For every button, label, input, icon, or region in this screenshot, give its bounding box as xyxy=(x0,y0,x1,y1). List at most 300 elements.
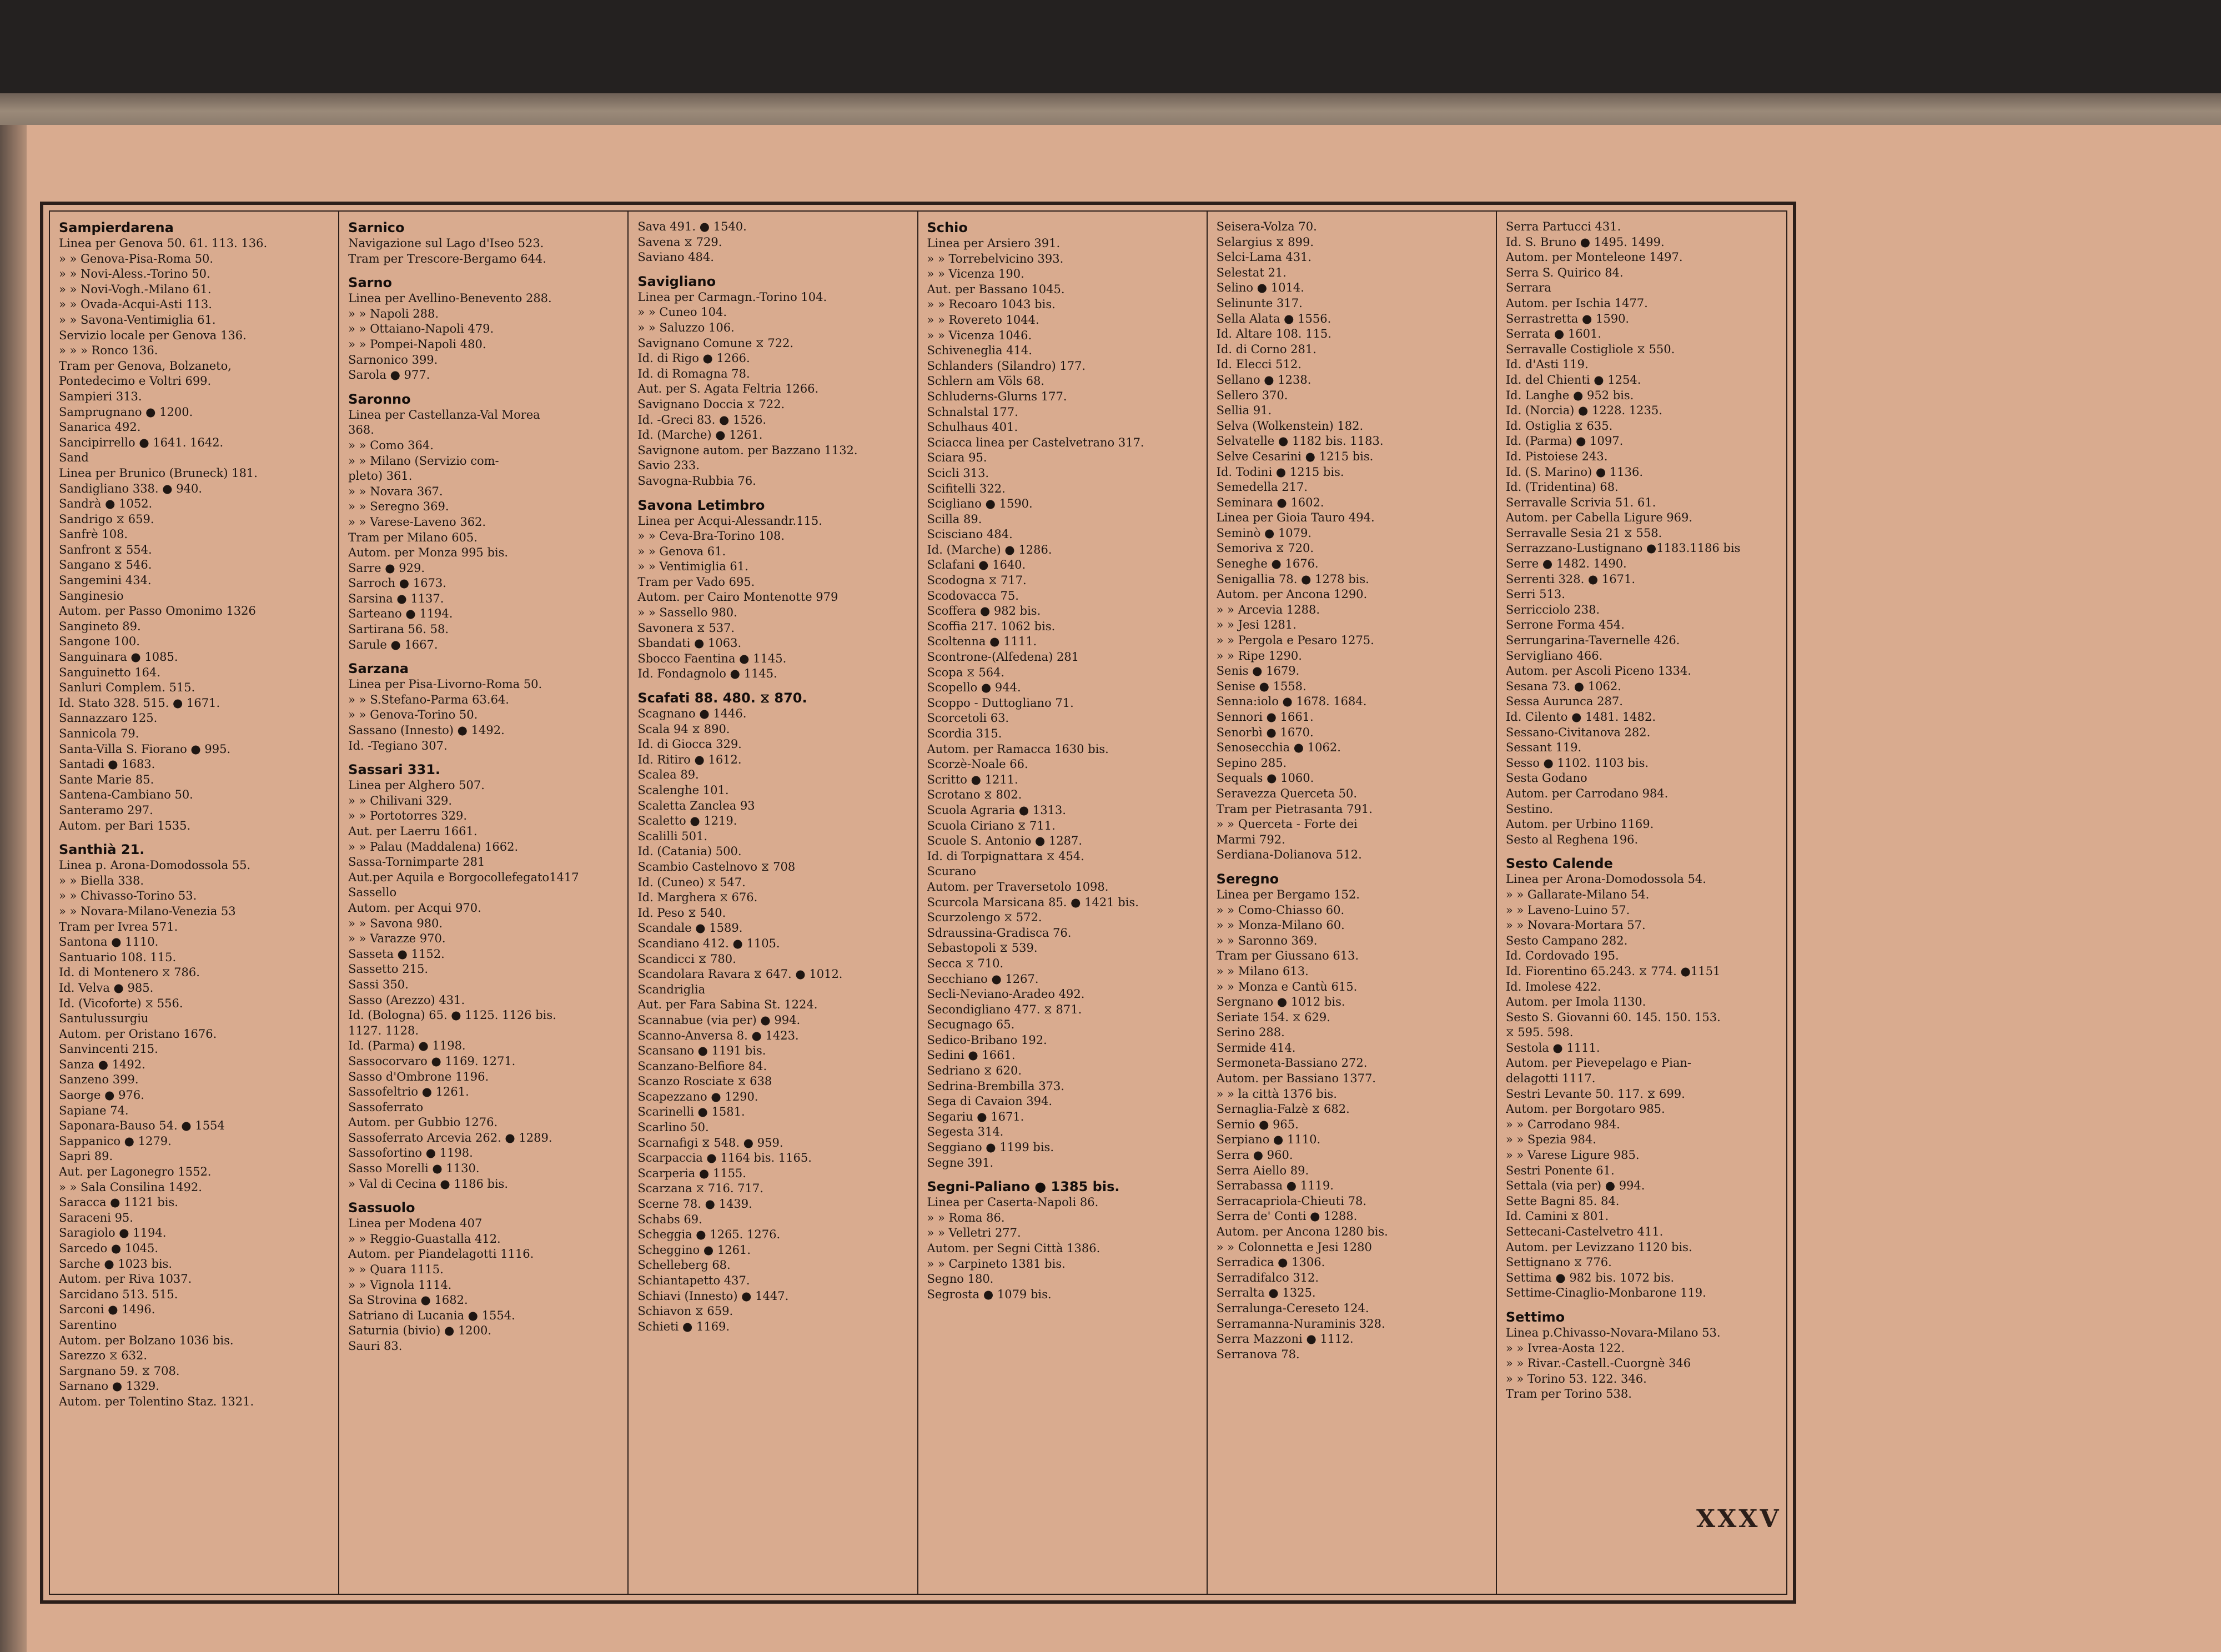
index-entry: Schiantapetto 437. xyxy=(637,1274,750,1287)
index-entry: » » Carpineto 1381 bis. xyxy=(927,1257,1066,1271)
index-entry: Sedico-Bribano 192. xyxy=(927,1033,1047,1047)
index-entry: Scanno-Anversa 8. ● 1423. xyxy=(637,1028,799,1042)
index-column xyxy=(918,212,1208,1594)
index-entry: » » Novara-Mortara 57. xyxy=(1505,918,1646,932)
index-entry: Sbocco Faentina ● 1145. xyxy=(637,651,787,665)
index-entry: » » Varese Ligure 985. xyxy=(1505,1148,1640,1162)
index-entry: Scrotano ⧖ 802. xyxy=(927,788,1022,802)
index-entry: Serra S. Quirico 84. xyxy=(1505,265,1624,279)
index-entry: delagotti 1117. xyxy=(1505,1072,1596,1086)
index-entry: Linea per Acqui-Alessandr.115. xyxy=(637,514,822,528)
index-entry: Id. Pistoiese 243. xyxy=(1505,449,1608,463)
index-entry: Scaletto ● 1219. xyxy=(637,814,737,828)
index-entry: Scarnafigi ⧖ 548. ● 959. xyxy=(637,1136,783,1149)
index-entry: Sbandati ● 1063. xyxy=(637,636,742,650)
index-entry: Saragiolo ● 1194. xyxy=(59,1226,167,1240)
index-entry: Saviano 484. xyxy=(637,250,714,264)
station-heading: Schio xyxy=(927,220,968,235)
page-number: XXXV xyxy=(1696,1505,1781,1533)
index-entry: Serranova 78. xyxy=(1216,1347,1300,1361)
index-entry: Sarroch ● 1673. xyxy=(348,576,446,590)
index-entry: Sanluri Complem. 515. xyxy=(59,681,195,695)
index-entry: Scodovacca 75. xyxy=(927,589,1019,602)
index-entry: Id. (Cuneo) ⧖ 547. xyxy=(637,875,746,889)
index-entry: Senosecchia ● 1062. xyxy=(1216,741,1341,755)
index-entry: » » Chivasso-Torino 53. xyxy=(59,889,197,903)
index-entry: Autom. per Urbino 1169. xyxy=(1505,817,1654,831)
index-entry: Selvatelle ● 1182 bis. 1183. xyxy=(1216,434,1384,448)
index-entry: » » Ivrea-Aosta 122. xyxy=(1505,1341,1625,1355)
index-entry: » » Saluzzo 106. xyxy=(637,320,735,334)
index-entry: Sangineto 89. xyxy=(59,619,141,633)
index-entry: Scalilli 501. xyxy=(637,829,708,843)
index-entry: Scontrone-(Alfedena) 281 xyxy=(927,650,1079,664)
index-entry: Id. -Tegiano 307. xyxy=(348,739,448,752)
index-entry: Sancipirrello ● 1641. 1642. xyxy=(59,435,224,449)
index-entry: Settima ● 982 bis. 1072 bis. xyxy=(1505,1271,1675,1284)
index-entry: » » Laveno-Luino 57. xyxy=(1505,903,1630,917)
index-entry: Senorbì ● 1670. xyxy=(1216,725,1314,739)
index-entry: Id. di Romagna 78. xyxy=(637,366,750,380)
index-entry: Settala (via per) ● 994. xyxy=(1505,1179,1645,1193)
index-entry: Sa Strovina ● 1682. xyxy=(348,1293,468,1307)
index-entry: » » Recoaro 1043 bis. xyxy=(927,298,1056,312)
index-entry: Sarcedo ● 1045. xyxy=(59,1242,159,1255)
index-entry: Sernio ● 965. xyxy=(1216,1117,1299,1131)
index-entry: Sellano ● 1238. xyxy=(1216,373,1312,386)
index-entry: Sangone 100. xyxy=(59,635,140,649)
index-entry: Linea per Carmagn.-Torino 104. xyxy=(637,290,827,304)
station-heading: Sarnico xyxy=(348,220,405,235)
index-entry: Sarre ● 929. xyxy=(348,561,425,575)
index-entry: Autom. per Cairo Montenotte 979 xyxy=(637,590,838,604)
index-entry: Selinunte 317. xyxy=(1216,296,1303,310)
index-entry: Id. Fiorentino 65.243. ⧖ 774. ●1151 xyxy=(1505,964,1721,978)
index-entry: Sassetto 215. xyxy=(348,962,428,976)
index-entry: » » » Ronco 136. xyxy=(59,344,158,358)
index-entry: Scaletta Zanclea 93 xyxy=(637,799,755,812)
index-column xyxy=(629,212,918,1594)
index-entry: Sannicola 79. xyxy=(59,727,139,740)
index-entry: Sesto al Reghena 196. xyxy=(1505,832,1639,846)
index-entry: » » Palau (Maddalena) 1662. xyxy=(348,840,519,853)
index-entry: 368. xyxy=(348,423,374,437)
index-entry: » » Varazze 970. xyxy=(348,932,446,946)
index-entry: Servigliano 466. xyxy=(1505,649,1603,662)
index-entry: Sarnano ● 1329. xyxy=(59,1379,159,1393)
index-entry: Sangano ⧖ 546. xyxy=(59,558,152,572)
index-entry: Sarsina ● 1137. xyxy=(348,591,444,605)
index-entry: » » Ovada-Acqui-Asti 113. xyxy=(59,298,212,312)
index-entry: » » Genova-Pisa-Roma 50. xyxy=(59,252,214,265)
index-entry: ⧖ 595. 598. xyxy=(1505,1026,1574,1040)
index-entry: Scopa ⧖ 564. xyxy=(927,665,1005,679)
index-entry: Sessa Aurunca 287. xyxy=(1505,695,1623,709)
index-entry: » » Portotorres 329. xyxy=(348,809,468,823)
index-entry: Serrabassa ● 1119. xyxy=(1216,1179,1334,1193)
index-entry: » » Reggio-Guastalla 412. xyxy=(348,1232,501,1246)
index-entry: Scodogna ⧖ 717. xyxy=(927,574,1027,588)
index-entry: Santeramo 297. xyxy=(59,803,153,817)
index-entry: Seggiano ● 1199 bis. xyxy=(927,1141,1054,1154)
index-entry: Linea per Gioia Tauro 494. xyxy=(1216,511,1375,525)
index-entry: Santa-Villa S. Fiorano ● 995. xyxy=(59,742,231,756)
station-heading: Santhià 21. xyxy=(59,842,145,858)
index-entry: Serralunga-Cereseto 124. xyxy=(1216,1301,1369,1315)
index-entry: Schabs 69. xyxy=(637,1212,702,1226)
index-columns xyxy=(49,210,1787,1595)
page-gutter xyxy=(0,125,27,1652)
index-entry: Id. Imolese 422. xyxy=(1505,980,1601,993)
index-entry: Sarnonico 399. xyxy=(348,353,438,366)
index-entry: Linea per Brunico (Bruneck) 181. xyxy=(59,466,258,480)
index-entry: Sassi 350. xyxy=(348,977,409,991)
index-entry: Scuola Agraria ● 1313. xyxy=(927,803,1066,817)
index-entry: » » Napoli 288. xyxy=(348,307,439,320)
index-entry: Serrara xyxy=(1505,281,1551,295)
index-entry: Id. (S. Marino) ● 1136. xyxy=(1505,465,1644,479)
index-entry: Savignano Comune ⧖ 722. xyxy=(637,336,794,350)
index-entry: Serra Mazzoni ● 1112. xyxy=(1216,1332,1354,1346)
index-entry: Sanguinara ● 1085. xyxy=(59,650,178,664)
index-entry: » » Rivar.-Castell.-Cuorgnè 346 xyxy=(1505,1357,1691,1370)
index-entry: Sesso ● 1102. 1103 bis. xyxy=(1505,756,1649,770)
index-entry: Scerne 78. ● 1439. xyxy=(637,1197,752,1211)
index-entry: Scarperia ● 1155. xyxy=(637,1166,746,1180)
index-entry: Autom. per Ancona 1290. xyxy=(1216,588,1368,601)
station-heading: Saronno xyxy=(348,391,411,407)
index-entry: Id. di Torpignattara ⧖ 454. xyxy=(927,849,1084,863)
index-entry: Linea per Avellino-Benevento 288. xyxy=(348,292,552,305)
index-entry: » » Torino 53. 122. 346. xyxy=(1505,1372,1647,1385)
index-entry: Sestri Ponente 61. xyxy=(1505,1163,1615,1177)
index-entry: Selargius ⧖ 899. xyxy=(1216,235,1314,249)
index-entry: Autom. per Ancona 1280 bis. xyxy=(1216,1225,1388,1238)
index-entry: Scheggino ● 1261. xyxy=(637,1243,751,1257)
index-entry: Id. (Bologna) 65. ● 1125. 1126 bis. xyxy=(348,1008,556,1022)
index-entry: Satriano di Lucania ● 1554. xyxy=(348,1308,515,1322)
index-column xyxy=(50,212,339,1594)
index-entry: » » Milano 613. xyxy=(1216,964,1309,978)
index-entry: Santona ● 1110. xyxy=(59,935,159,949)
index-entry: Id. Camini ⧖ 801. xyxy=(1505,1209,1609,1223)
index-entry: Scopello ● 944. xyxy=(927,681,1021,695)
index-entry: Seminò ● 1079. xyxy=(1216,526,1312,540)
index-entry: Autom. per Riva 1037. xyxy=(59,1272,192,1286)
index-entry: Savio 233. xyxy=(637,459,700,473)
index-entry: Sepino 285. xyxy=(1216,756,1287,770)
index-entry: Sella Alata ● 1556. xyxy=(1216,312,1331,325)
index-entry: Scifitelli 322. xyxy=(927,481,1006,495)
index-entry: Scagnano ● 1446. xyxy=(637,707,747,721)
index-entry: Id. Velva ● 985. xyxy=(59,981,154,995)
index-entry: Sassofeltrio ● 1261. xyxy=(348,1085,469,1099)
index-entry: pleto) 361. xyxy=(348,469,413,483)
index-entry: Tram per Pietrasanta 791. xyxy=(1216,802,1373,816)
index-entry: Scarpaccia ● 1164 bis. 1165. xyxy=(637,1151,812,1165)
index-entry: Santadi ● 1683. xyxy=(59,757,155,771)
index-entry: Scalenghe 101. xyxy=(637,784,729,797)
index-entry: Scandriglia xyxy=(637,982,706,996)
index-entry: Scambio Castelnovo ⧖ 708 xyxy=(637,860,796,873)
index-entry: Aut. per S. Agata Feltria 1266. xyxy=(637,382,819,396)
index-entry: Id. Todini ● 1215 bis. xyxy=(1216,465,1344,479)
index-entry: Sciara 95. xyxy=(927,451,987,465)
index-entry: Saracca ● 1121 bis. xyxy=(59,1196,178,1209)
index-entry: Sesta Godano xyxy=(1505,771,1587,785)
index-column xyxy=(339,212,629,1594)
index-entry: » » Genova-Torino 50. xyxy=(348,708,478,722)
index-entry: Sarezzo ⧖ 632. xyxy=(59,1349,147,1363)
index-entry: Schiavi (Innesto) ● 1447. xyxy=(637,1289,789,1303)
index-entry: Sassofortino ● 1198. xyxy=(348,1146,473,1160)
index-entry: Pontedecimo e Voltri 699. xyxy=(59,374,212,388)
index-entry: Serra ● 960. xyxy=(1216,1148,1293,1162)
index-entry: » » Cuneo 104. xyxy=(637,305,727,319)
index-entry: Schelleberg 68. xyxy=(637,1258,731,1272)
index-entry: Sanvincenti 215. xyxy=(59,1042,158,1056)
index-entry: Serrungarina-Tavernelle 426. xyxy=(1505,634,1680,647)
index-entry: » » Gallarate-Milano 54. xyxy=(1505,887,1650,901)
index-entry: Linea per Castellanza-Val Morea xyxy=(348,408,540,421)
index-entry: Sarentino xyxy=(59,1318,117,1332)
index-entry: » » Monza-Milano 60. xyxy=(1216,918,1345,932)
index-entry: Scarlino 50. xyxy=(637,1121,709,1134)
index-entry: » » S.Stefano-Parma 63.64. xyxy=(348,692,509,706)
index-entry: » » Milano (Servizio com- xyxy=(348,454,499,468)
index-entry: » » la città 1376 bis. xyxy=(1216,1087,1337,1101)
index-entry: Scorzè-Noale 66. xyxy=(927,757,1028,771)
station-heading: Sampierdarena xyxy=(59,220,174,235)
index-entry: Sestri Levante 50. 117. ⧖ 699. xyxy=(1505,1087,1685,1101)
index-entry: Serre ● 1482. 1490. xyxy=(1505,557,1627,571)
index-entry: » » Novara-Milano-Venezia 53 xyxy=(59,904,236,918)
index-entry: Id. Stato 328. 515. ● 1671. xyxy=(59,696,220,710)
index-entry: Id. (Marche) ● 1261. xyxy=(637,428,763,442)
index-entry: Sedrina-Brembilla 373. xyxy=(927,1079,1065,1093)
index-entry: Sedriano ⧖ 620. xyxy=(927,1064,1022,1078)
index-entry: Selino ● 1014. xyxy=(1216,281,1304,295)
index-entry: Sanzeno 399. xyxy=(59,1073,139,1087)
index-entry: Tram per Torino 538. xyxy=(1505,1387,1632,1401)
index-entry: Autom. per Passo Omonimo 1326 xyxy=(59,604,256,618)
index-entry: Semedella 217. xyxy=(1216,480,1308,494)
index-entry: Seriate 154. ⧖ 629. xyxy=(1216,1010,1330,1024)
index-entry: Sestola ● 1111. xyxy=(1505,1041,1600,1055)
index-entry: 1127. 1128. xyxy=(348,1023,419,1037)
index-entry: Serrenti 328. ● 1671. xyxy=(1505,572,1636,586)
index-entry: Schieti ● 1169. xyxy=(637,1319,730,1333)
index-entry: » » Saronno 369. xyxy=(1216,933,1318,947)
index-entry: Schiavon ⧖ 659. xyxy=(637,1304,733,1318)
index-entry: » » Velletri 277. xyxy=(927,1226,1021,1240)
index-entry: Serpiano ● 1110. xyxy=(1216,1133,1321,1147)
index-entry: Scurcola Marsicana 85. ● 1421 bis. xyxy=(927,895,1139,909)
index-entry: Seisera-Volza 70. xyxy=(1216,220,1317,233)
index-entry: Senna:iolo ● 1678. 1684. xyxy=(1216,695,1367,709)
index-entry: Linea per Bergamo 152. xyxy=(1216,887,1360,901)
index-entry: Serravalle Costigliole ⧖ 550. xyxy=(1505,342,1675,356)
index-entry: Aut.per Aquila e Borgocollefegato1417 xyxy=(348,870,579,884)
index-entry: Scoppo - Duttogliano 71. xyxy=(927,696,1074,710)
index-entry: » » Vignola 1114. xyxy=(348,1278,452,1292)
index-entry: Serradica ● 1306. xyxy=(1216,1256,1325,1269)
index-entry: Autom. per Ischia 1477. xyxy=(1505,296,1648,310)
index-entry: Scapezzano ● 1290. xyxy=(637,1089,758,1103)
index-entry: Serralta ● 1325. xyxy=(1216,1286,1316,1300)
index-entry: Autom. per Imola 1130. xyxy=(1505,995,1646,1009)
index-entry: Scoffia 217. 1062 bis. xyxy=(927,619,1056,633)
index-entry: Autom. per Bolzano 1036 bis. xyxy=(59,1333,234,1347)
index-entry: » » Novi-Aless.-Torino 50. xyxy=(59,267,210,281)
index-entry: Semoriva ⧖ 720. xyxy=(1216,541,1314,555)
index-entry: Savignone autom. per Bazzano 1132. xyxy=(637,443,858,457)
index-entry: Scarzana ⧖ 716. 717. xyxy=(637,1182,763,1196)
index-entry: Scoffera ● 982 bis. xyxy=(927,604,1041,618)
index-entry: Id. (Parma) ● 1097. xyxy=(1505,434,1624,448)
index-entry: Scorcetoli 63. xyxy=(927,711,1009,725)
index-entry: » » Monza e Cantù 615. xyxy=(1216,980,1358,993)
index-entry: Sanginesio xyxy=(59,589,124,602)
index-entry: Saturnia (bivio) ● 1200. xyxy=(348,1324,492,1338)
index-entry: Autom. per Monteleone 1497. xyxy=(1505,250,1683,264)
index-entry: » » Como 364. xyxy=(348,438,434,452)
index-entry: Sessano-Civitanova 282. xyxy=(1505,725,1651,739)
index-entry: Schlern am Völs 68. xyxy=(927,374,1045,388)
index-entry: Aut. per Lagonegro 1552. xyxy=(59,1165,212,1179)
index-entry: Sarola ● 977. xyxy=(348,368,430,382)
station-heading: Sarno xyxy=(348,275,393,291)
index-entry: Savonera ⧖ 537. xyxy=(637,621,735,635)
index-entry: Serravalle Scrivia 51. 61. xyxy=(1505,495,1656,509)
index-entry: Scurano xyxy=(927,865,976,878)
index-entry: Scalea 89. xyxy=(637,768,699,782)
index-entry: Sellero 370. xyxy=(1216,388,1288,402)
index-entry: Sarche ● 1023 bis. xyxy=(59,1257,173,1271)
index-entry: Id. (Parma) ● 1198. xyxy=(348,1039,466,1053)
index-entry: » » Colonnetta e Jesi 1280 xyxy=(1216,1240,1372,1254)
index-entry: » » Novara 367. xyxy=(348,484,443,498)
index-entry: Sergnano ● 1012 bis. xyxy=(1216,995,1345,1009)
index-entry: Sappanico ● 1279. xyxy=(59,1134,172,1148)
index-entry: Santuario 108. 115. xyxy=(59,950,177,964)
index-entry: Sellia 91. xyxy=(1216,404,1272,418)
index-entry: Serracapriola-Chieuti 78. xyxy=(1216,1194,1367,1208)
index-entry: Id. (Norcia) ● 1228. 1235. xyxy=(1505,404,1662,418)
index-entry: Santena-Cambiano 50. xyxy=(59,788,193,802)
index-entry: » » Ottaiano-Napoli 479. xyxy=(348,322,494,336)
index-entry: Sassello xyxy=(348,886,397,900)
index-entry: Schluderns-Glurns 177. xyxy=(927,389,1067,403)
index-entry: Sanarica 492. xyxy=(59,420,141,434)
index-entry: Sarteano ● 1194. xyxy=(348,607,453,621)
index-column xyxy=(1497,212,1786,1594)
index-entry: Serino 288. xyxy=(1216,1026,1285,1040)
index-entry: Serrastretta ● 1590. xyxy=(1505,312,1630,325)
station-heading: Savigliano xyxy=(637,273,716,289)
index-entry: Settecani-Castelvetro 411. xyxy=(1505,1225,1664,1238)
index-entry: Segariu ● 1671. xyxy=(927,1109,1024,1123)
index-entry: Serrazzano-Lustignano ●1183.1186 bis xyxy=(1505,541,1741,555)
index-entry: Tram per Genova, Bolzaneto, xyxy=(59,359,232,373)
index-entry: Sand xyxy=(59,451,89,465)
index-entry: Id. (Vicoforte) ⧖ 556. xyxy=(59,996,183,1010)
index-entry: Sasso d'Ombrone 1196. xyxy=(348,1069,489,1083)
index-entry: Autom. per Bari 1535. xyxy=(59,819,191,832)
index-entry: Sanfrè 108. xyxy=(59,528,128,541)
index-entry: Autom. per Traversetolo 1098. xyxy=(927,880,1109,893)
index-entry: Savena ⧖ 729. xyxy=(637,235,722,249)
index-entry: Sargnano 59. ⧖ 708. xyxy=(59,1364,180,1378)
index-entry: » » Carrodano 984. xyxy=(1505,1117,1620,1131)
index-entry: Sarcidano 513. 515. xyxy=(59,1287,178,1301)
book-page xyxy=(0,125,2221,1652)
index-entry: Scanzano-Belfiore 84. xyxy=(637,1059,767,1073)
index-entry: Autom. per Borgotaro 985. xyxy=(1505,1102,1665,1116)
index-entry: Sassoferrato xyxy=(348,1100,424,1114)
index-entry: Scala 94 ⧖ 890. xyxy=(637,722,730,736)
index-entry: Servizio locale per Genova 136. xyxy=(59,328,247,342)
index-entry: Selestat 21. xyxy=(1216,265,1287,279)
index-entry: Sassocorvaro ● 1169. 1271. xyxy=(348,1054,516,1068)
index-entry: » » Sassello 980. xyxy=(637,606,737,620)
station-heading: Segni-Paliano ● 1385 bis. xyxy=(927,1179,1120,1195)
index-entry: Sermoneta-Bassiano 272. xyxy=(1216,1056,1368,1070)
index-entry: Autom. per Segni Città 1386. xyxy=(927,1242,1101,1255)
index-entry: Sdraussina-Gradisca 76. xyxy=(927,926,1072,940)
index-entry: » » Pergola e Pesaro 1275. xyxy=(1216,634,1374,647)
index-entry: Sarule ● 1667. xyxy=(348,637,438,651)
index-entry: Segne 391. xyxy=(927,1156,994,1169)
index-entry: Selci-Lama 431. xyxy=(1216,250,1312,264)
index-entry: Segno 180. xyxy=(927,1272,994,1286)
index-entry: Scicli 313. xyxy=(927,466,989,480)
index-table-frame xyxy=(40,202,1796,1604)
index-entry: » » Spezia 984. xyxy=(1505,1133,1596,1147)
index-entry: Autom. per Pievepelago e Pian- xyxy=(1505,1056,1691,1070)
index-entry: Sernaglia-Falzè ⧖ 682. xyxy=(1216,1102,1350,1116)
index-entry: Scurzolengo ⧖ 572. xyxy=(927,911,1042,925)
index-entry: Aut. per Bassano 1045. xyxy=(927,282,1065,296)
index-entry: Serdiana-Dolianova 512. xyxy=(1216,848,1362,862)
index-entry: Tram per Giussano 613. xyxy=(1216,949,1359,963)
index-entry: Scisciano 484. xyxy=(927,528,1013,541)
index-entry: Linea p.Chivasso-Novara-Milano 53. xyxy=(1505,1325,1721,1339)
index-entry: Savogna-Rubbia 76. xyxy=(637,474,756,488)
index-entry: » » Novi-Vogh.-Milano 61. xyxy=(59,282,212,296)
index-entry: Sciacca linea per Castelvetrano 317. xyxy=(927,435,1144,449)
station-heading: Seregno xyxy=(1216,871,1279,887)
index-entry: Serradifalco 312. xyxy=(1216,1271,1319,1284)
index-entry: Id. Langhe ● 952 bis. xyxy=(1505,388,1634,402)
index-entry: Saorge ● 976. xyxy=(59,1088,144,1102)
index-entry: Serrone Forma 454. xyxy=(1505,618,1625,632)
index-entry: Scandiano 412. ● 1105. xyxy=(637,936,780,950)
index-entry: Secondigliano 477. ⧖ 871. xyxy=(927,1002,1082,1016)
index-entry: Sassano (Innesto) ● 1492. xyxy=(348,724,505,737)
index-column xyxy=(1208,212,1497,1594)
index-entry: Sega di Cavaion 394. xyxy=(927,1094,1053,1108)
index-entry: Sapiane 74. xyxy=(59,1103,129,1117)
index-entry: » » Jesi 1281. xyxy=(1216,618,1297,632)
index-entry: Sassoferrato Arcevia 262. ● 1289. xyxy=(348,1131,552,1144)
index-entry: Secca ⧖ 710. xyxy=(927,956,1004,970)
index-entry: Sartirana 56. 58. xyxy=(348,622,449,636)
index-entry: Id. Altare 108. 115. xyxy=(1216,327,1331,341)
index-entry: Sandrà ● 1052. xyxy=(59,497,153,511)
index-entry: Tram per Trescore-Bergamo 644. xyxy=(348,252,546,265)
index-entry: Scilla 89. xyxy=(927,512,982,526)
